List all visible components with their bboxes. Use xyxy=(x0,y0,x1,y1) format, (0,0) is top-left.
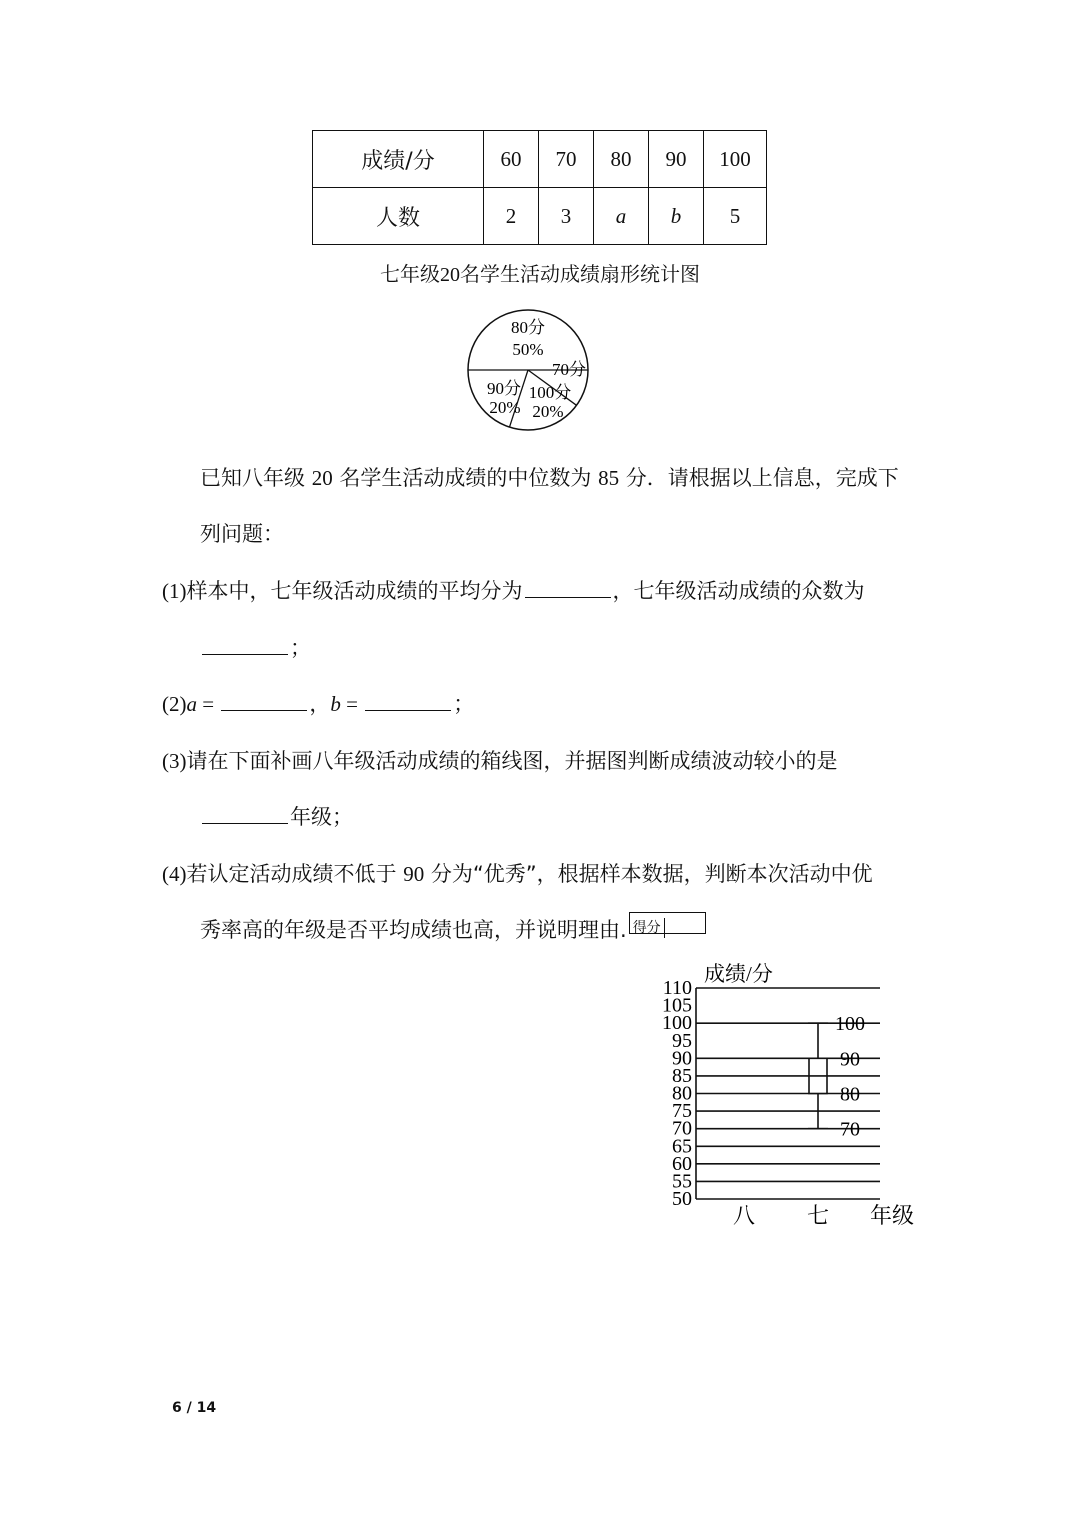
question-number-value: 90 xyxy=(403,862,425,886)
table-cell: 60 xyxy=(484,131,539,188)
y-tick-label: 80 xyxy=(672,1082,692,1105)
question-number: (1) xyxy=(162,579,187,603)
y-tick-label: 65 xyxy=(672,1135,692,1158)
question-3-line-2 xyxy=(200,801,353,831)
question-number: (3) xyxy=(162,749,187,773)
question-1-line-2 xyxy=(200,632,311,662)
pie-chart-title: 七年级20名学生活动成绩扇形统计图 xyxy=(380,264,700,286)
question-text: 样本中，七年级活动成绩的平均分为 xyxy=(186,579,523,603)
intro-line-2: 列问题： xyxy=(200,522,284,546)
table-cell: a xyxy=(594,188,649,245)
x-axis-title: 年级 xyxy=(870,1203,915,1228)
intro-text: 分．请根据以上信息，完成下 xyxy=(625,466,899,490)
question-text: 分为“优秀”，根据样本数据，判断本次活动中优 xyxy=(430,862,873,886)
box-value-annotation: 80 xyxy=(840,1083,860,1106)
question-text: 年级； xyxy=(290,805,353,829)
box-value-annotation: 100 xyxy=(835,1013,865,1036)
question-text: 秀率高的年级是否平均成绩也高，并说明理由. xyxy=(200,918,627,942)
question-text: 请在下面补画八年级活动成绩的箱线图，并据图判断成绩波动较小的是 xyxy=(186,749,838,773)
question-number: (4) xyxy=(162,862,187,886)
question-4-line-2 xyxy=(200,914,706,944)
intro-text: 名学生活动成绩的中位数为 xyxy=(339,466,592,490)
y-axis-title: 成绩/分 xyxy=(704,962,773,986)
question-2 xyxy=(162,688,474,718)
table-cell: 5 xyxy=(704,188,767,245)
question-4 xyxy=(162,858,873,888)
y-tick-label: 60 xyxy=(672,1152,692,1175)
intro-number: 20 xyxy=(311,466,333,490)
pie-label-70: 70分 xyxy=(552,360,586,379)
table-cell: b xyxy=(649,188,704,245)
box-plot-chart xyxy=(650,955,930,1235)
question-text: 若认定活动成绩不低于 xyxy=(186,862,397,886)
score-box-label: 得分 xyxy=(630,918,665,938)
table-header-score: 成绩/分 xyxy=(313,131,484,188)
answer-blank xyxy=(365,694,451,711)
variable-a: a xyxy=(186,692,197,716)
box-value-annotation: 90 xyxy=(840,1048,860,1071)
answer-blank xyxy=(221,694,307,711)
score-box xyxy=(629,912,706,934)
x-category-label: 八 xyxy=(732,1203,756,1228)
y-tick-label: 55 xyxy=(672,1170,692,1193)
answer-blank xyxy=(202,807,288,824)
y-tick-label: 100 xyxy=(662,1012,692,1035)
pie-chart xyxy=(465,307,591,433)
y-tick-label: 90 xyxy=(672,1047,692,1070)
pie-pct-80: 50% xyxy=(512,340,544,359)
question-text: ； xyxy=(453,692,475,716)
y-tick-label: 110 xyxy=(662,977,692,999)
y-tick-label: 50 xyxy=(672,1188,692,1210)
pie-label-100: 100分 xyxy=(528,383,572,402)
pie-label-80: 80分 xyxy=(511,318,545,337)
table-cell: 90 xyxy=(649,131,704,188)
table-row xyxy=(313,131,767,188)
answer-blank xyxy=(525,581,611,598)
question-number: (2) xyxy=(162,692,187,716)
question-text: ； xyxy=(290,636,311,660)
table-cell: 2 xyxy=(484,188,539,245)
table-cell: 80 xyxy=(594,131,649,188)
score-table xyxy=(312,130,767,245)
question-1 xyxy=(162,575,865,605)
table-row xyxy=(313,188,767,245)
variable-b: b xyxy=(330,692,341,716)
y-tick-label: 75 xyxy=(672,1100,692,1123)
x-category-label: 七 xyxy=(806,1203,830,1228)
intro-line-1 xyxy=(200,462,899,492)
table-header-count: 人数 xyxy=(313,188,484,245)
y-tick-label: 105 xyxy=(662,994,692,1017)
equals-sign: = xyxy=(340,692,364,716)
table-cell: 100 xyxy=(704,131,767,188)
box-value-annotation: 70 xyxy=(840,1118,860,1141)
y-tick-label: 85 xyxy=(672,1064,692,1087)
page-number: 6 / 14 xyxy=(172,1400,217,1416)
pie-label-90: 90分 xyxy=(487,379,521,398)
table-cell: 3 xyxy=(539,188,594,245)
y-tick-label: 70 xyxy=(672,1117,692,1140)
y-tick-label: 95 xyxy=(672,1029,692,1052)
pie-pct-90: 20% xyxy=(489,398,521,417)
intro-number: 85 xyxy=(598,466,620,490)
pie-pct-100: 20% xyxy=(532,402,564,421)
question-3 xyxy=(162,745,838,775)
equals-sign: = xyxy=(197,692,220,716)
table-cell: 70 xyxy=(539,131,594,188)
question-text: ，七年级活动成绩的众数为 xyxy=(612,579,865,603)
answer-blank xyxy=(202,638,288,655)
intro-text: 已知八年级 xyxy=(200,466,305,490)
separator: ， xyxy=(309,692,331,716)
